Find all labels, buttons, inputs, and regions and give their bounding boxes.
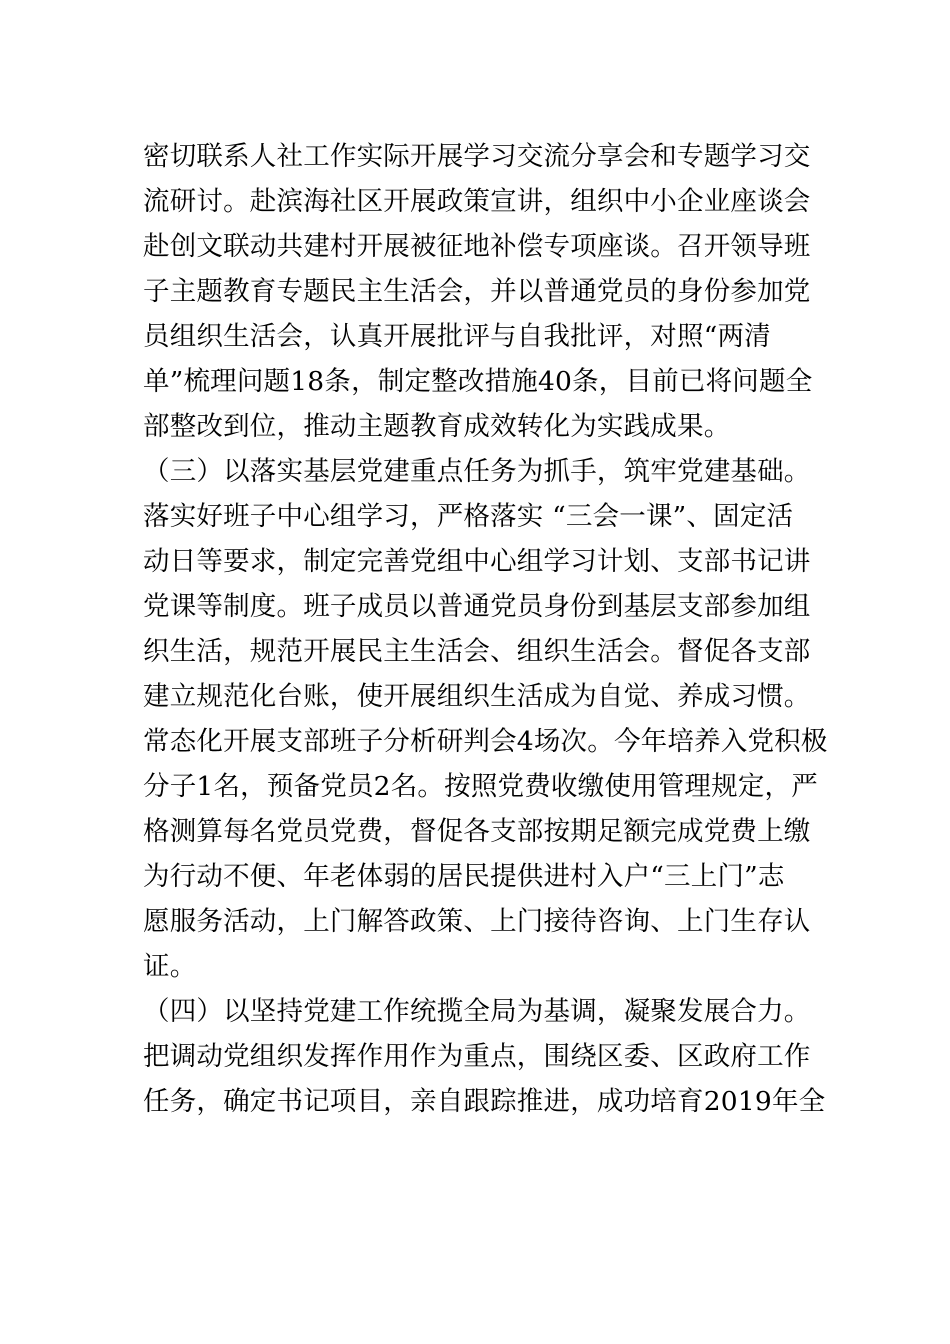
text-line: 织生活，规范开展民主生活会、组织生活会。督促各支部 — [143, 636, 811, 667]
text-line: 党课等制度。班子成员以普通党员身份到基层支部参加组 — [143, 591, 811, 622]
text-line: 为行动不便、年老体弱的居民提供进村入户“三上门”志 — [143, 861, 785, 892]
text-line: 把调动党组织发挥作用作为重点，围绕区委、区政府工作 — [143, 1041, 811, 1072]
text-line: 单”梳理问题18条，制定整改措施40条，目前已将问题全 — [143, 366, 813, 397]
text-line: 愿服务活动，上门解答政策、上门接待咨询、上门生存认 — [143, 906, 811, 937]
section-heading: （三）以落实基层党建重点任务为抓手，筑牢党建基础。 — [143, 456, 811, 487]
text-line: 密切联系人社工作实际开展学习交流分享会和专题学习交 — [143, 141, 811, 172]
text-line: 证。 — [143, 951, 197, 982]
text-line: 分子1名，预备党员2名。按照党费收缴使用管理规定，严 — [143, 771, 818, 802]
text-line: 赴创文联动共建村开展被征地补偿专项座谈。召开领导班 — [143, 231, 811, 262]
text-line: 常态化开展支部班子分析研判会4场次。今年培养入党积极 — [143, 726, 828, 757]
text-line: 动日等要求，制定完善党组中心组学习计划、支部书记讲 — [143, 546, 811, 577]
text-line: 员组织生活会，认真开展批评与自我批评，对照“两清 — [143, 321, 771, 352]
section-heading: （四）以坚持党建工作统揽全局为基调，凝聚发展合力。 — [143, 996, 811, 1027]
text-line: 建立规范化台账，使开展组织生活成为自觉、养成习惯。 — [143, 681, 811, 712]
text-line: 部整改到位，推动主题教育成效转化为实践成果。 — [143, 411, 731, 442]
text-line: 格测算每名党员党费，督促各支部按期足额完成党费上缴 — [143, 816, 811, 847]
text-line: 任务，确定书记项目，亲自跟踪推进，成功培育2019年全 — [143, 1086, 826, 1117]
text-line: 落实好班子中心组学习，严格落实 “三会一课”、固定活 — [143, 501, 794, 532]
text-line: 子主题教育专题民主生活会，并以普通党员的身份参加党 — [143, 276, 811, 307]
text-line: 流研讨。赴滨海社区开展政策宣讲，组织中小企业座谈会 — [143, 186, 811, 217]
